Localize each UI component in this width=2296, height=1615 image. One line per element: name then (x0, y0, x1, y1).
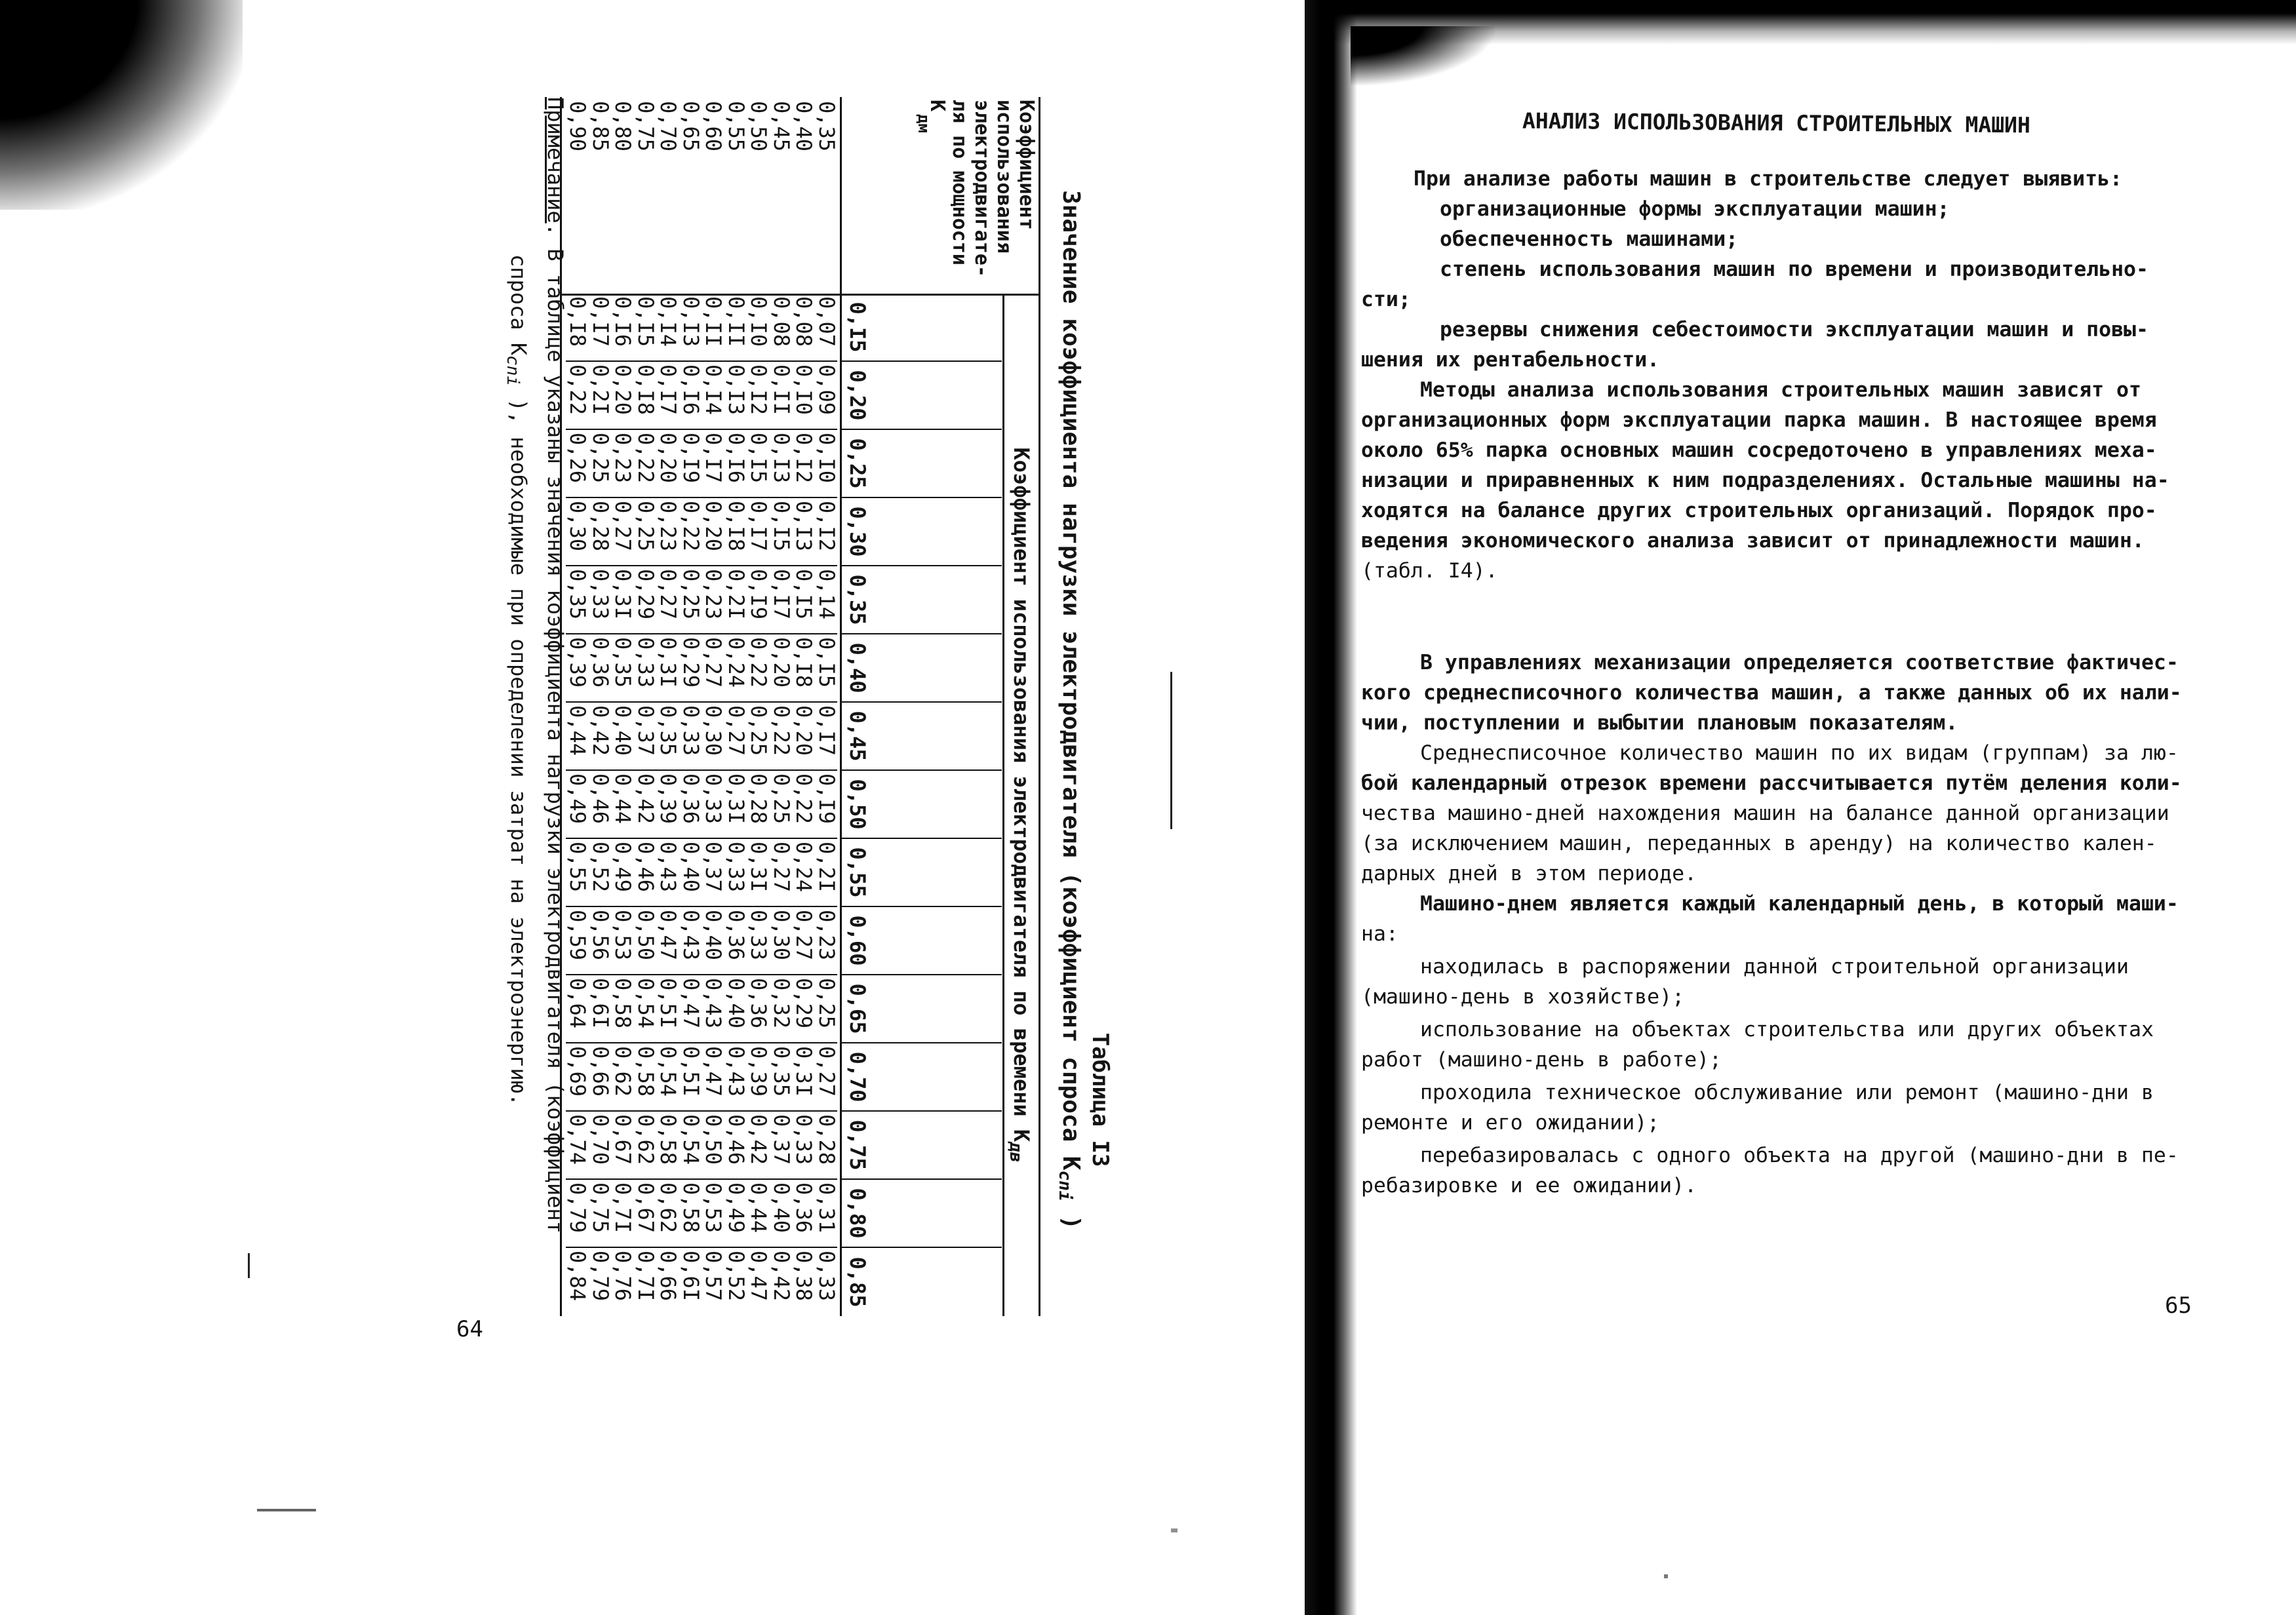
table-cell: 0,40 (611, 703, 634, 771)
table-cell: 0,27 (815, 1043, 838, 1112)
table-cell: 0,40 (679, 839, 702, 907)
table-cell: 0,5I (679, 1043, 702, 1112)
table-cell: 0,22 (634, 430, 657, 498)
text-line: При анализе работы машин в строительстве следует выявить: (1414, 167, 2122, 191)
text-line: дарных дней в этом периоде. (1361, 862, 1697, 885)
column-header-label: 0,75 (845, 1119, 870, 1171)
text-line: Среднесписочное количество машин по их видам (группам) за лю- (1420, 741, 2179, 765)
table-cell: 0,35 (611, 634, 634, 703)
table-cell: 0,58 (634, 1043, 657, 1112)
table-cell: 0,I5 (634, 294, 657, 362)
table-cell: 0,27 (611, 498, 634, 566)
table-cell: 0,I5 (815, 634, 838, 703)
table-cell: 0,I2 (815, 498, 838, 566)
table-cell: 0,3I (656, 634, 679, 703)
table-cell: 0,49 (611, 839, 634, 907)
column-header-label: 0,35 (845, 574, 870, 625)
table-cell: 0,14 (815, 566, 838, 634)
row-label: 0,85 (588, 101, 613, 152)
row-label: 0,55 (724, 101, 749, 152)
table-cell: 0,6I (589, 975, 612, 1043)
row-label: 0,35 (814, 101, 839, 152)
table-cell: 0,37 (702, 839, 724, 907)
table-cell: 0,25 (815, 975, 838, 1043)
table-cell: 0,07 (815, 294, 838, 362)
table-cell: 0,53 (611, 907, 634, 975)
text-line: обеспеченность машинами; (1440, 227, 1739, 251)
group-header-rule (1002, 294, 1004, 1316)
table-cell: 0,36 (724, 907, 747, 975)
table-cell: 0,33 (724, 839, 747, 907)
table-cell: 0,23 (815, 907, 838, 975)
table-cell: 0,35 (770, 1043, 793, 1112)
text-line: Методы анализа использования строительных машин зависят от (1420, 378, 2141, 402)
column-header (842, 907, 1002, 975)
table-cell: 0,I4 (702, 362, 724, 430)
table-cell: 0,I7 (815, 703, 838, 771)
column-header-label: 0,60 (845, 915, 870, 966)
scan-mark (1664, 1574, 1668, 1578)
text-line: чии, поступлении и выбытии плановым показателям. (1361, 711, 1958, 735)
table-cell: 0,36 (679, 771, 702, 839)
table-cell: 0,37 (634, 703, 657, 771)
text-line: организационных форм эксплуатации парка машин. В настоящее время (1361, 408, 2157, 432)
table-cell: 0,II (770, 362, 793, 430)
table-cell: 0,I7 (656, 362, 679, 430)
table-cell: 0,24 (724, 634, 747, 703)
table-cell: 0,58 (679, 1180, 702, 1248)
table-cell: 0,7I (633, 1251, 658, 1302)
table-cell: 0,25 (747, 703, 770, 771)
table-cell: 0,58 (611, 975, 634, 1043)
table-cell: 0,20 (656, 430, 679, 498)
table-cell: 0,II (724, 294, 747, 362)
text-line: на: (1361, 922, 1398, 946)
table-cell: 0,27 (770, 839, 793, 907)
table-cell: 0,36 (792, 1180, 815, 1248)
table-cell: 0,29 (634, 566, 657, 634)
table-cell: 0,58 (656, 1112, 679, 1180)
column-header-label: 0,80 (845, 1188, 870, 1239)
table-cell: 0,I6 (679, 362, 702, 430)
column-header (842, 771, 1002, 839)
row-label: 0,65 (679, 101, 703, 152)
table-cell: 0,44 (611, 771, 634, 839)
row-label: 0,45 (769, 101, 794, 152)
table-cell: 0,08 (792, 294, 815, 362)
scan-mark (1170, 672, 1172, 829)
table-cell: 0,59 (566, 907, 589, 975)
table-cell: 0,66 (656, 1251, 681, 1302)
table-cell: 0,50 (702, 1112, 724, 1180)
table-cell: 0,70 (589, 1112, 612, 1180)
scan-mark (257, 1509, 316, 1511)
book-spine-shadow (1305, 0, 1357, 1615)
table-cell: 0,40 (770, 1180, 793, 1248)
column-header (842, 703, 1002, 771)
column-header-label: 0,85 (845, 1256, 870, 1308)
table-cell: 0,I8 (566, 294, 589, 362)
column-header-label: 0,70 (845, 1051, 870, 1102)
note-line-1: Примечание. В таблице указаны значения коэффициента нагрузки электродвигателя (коэффициент (543, 97, 568, 1234)
table-cell: 0,I8 (724, 498, 747, 566)
table-cell: 0,54 (634, 975, 657, 1043)
table-cell: 0,46 (724, 1112, 747, 1180)
table-cell: 0,46 (589, 771, 612, 839)
table-cell: 0,79 (566, 1180, 589, 1248)
table-cell: 0,33 (814, 1251, 839, 1302)
table-cell: 0,43 (679, 907, 702, 975)
stub-header (840, 97, 1040, 296)
row-label: 0,50 (746, 101, 772, 152)
table-cell: 0,I7 (589, 294, 612, 362)
table-cell: 0,39 (656, 771, 679, 839)
table-cell: 0,75 (589, 1180, 612, 1248)
column-header (842, 498, 1002, 566)
table-cell: 0,28 (589, 498, 612, 566)
table-cell: 0,3I (724, 771, 747, 839)
table-cell: 0,II (702, 294, 724, 362)
column-header (842, 1112, 1002, 1180)
table-cell: 0,09 (815, 362, 838, 430)
table-cell: 0,39 (566, 634, 589, 703)
table-cell: 0,49 (724, 1180, 747, 1248)
scan-mark (248, 1253, 250, 1278)
table-cell: 0,67 (634, 1180, 657, 1248)
text-line: степень использования машин по времени и производительно- (1440, 258, 2148, 281)
table-cell: 0,42 (589, 703, 612, 771)
table-cell: 0,25 (589, 430, 612, 498)
table-cell: 0,2I (724, 566, 747, 634)
text-line: проходила техническое обслуживание или ремонт (машино-дни в (1420, 1081, 2154, 1104)
stub-header-line: К (926, 100, 949, 112)
table-cell: 0,I3 (679, 294, 702, 362)
column-header (842, 362, 1002, 430)
table-number: Таблица I3 (1087, 1032, 1113, 1167)
text-line: организационные формы эксплуатации машин; (1440, 197, 1950, 221)
stub-header-line: Коэффициент (1015, 100, 1038, 230)
table-cell: 0,40 (724, 975, 747, 1043)
table-cell: 0,I7 (702, 430, 724, 498)
column-header (842, 294, 1002, 362)
row-label: 0,70 (656, 101, 681, 152)
table-cell: 0,I8 (634, 362, 657, 430)
table-cell: 0,I6 (724, 430, 747, 498)
table-cell: 0,56 (589, 907, 612, 975)
table-cell: 0,29 (792, 975, 815, 1043)
table-cell: 0,54 (656, 1043, 679, 1112)
table-cell: 0,28 (747, 771, 770, 839)
table-cell: 0,25 (679, 566, 702, 634)
table-cell: 0,I6 (611, 294, 634, 362)
stub-rule (562, 294, 844, 296)
text-line: (табл. I4). (1361, 559, 1498, 583)
column-header-label: 0,50 (845, 779, 870, 830)
table-cell: 0,3I (792, 1043, 815, 1112)
row-label: 0,90 (565, 101, 591, 152)
table-cell: 0,35 (566, 566, 589, 634)
table-cell: 0,74 (566, 1112, 589, 1180)
table-cell: 0,62 (634, 1112, 657, 1180)
table-cell: 0,64 (566, 975, 589, 1043)
column-header-label: 0,55 (845, 847, 870, 898)
table-cell: 0,27 (702, 634, 724, 703)
table-cell: 0,35 (656, 703, 679, 771)
table-cell: 0,29 (679, 634, 702, 703)
table-cell: 0,33 (679, 703, 702, 771)
column-header (842, 1180, 1002, 1248)
table-cell: 0,62 (611, 1043, 634, 1112)
table-cell: 0,47 (746, 1251, 772, 1302)
page-number-right: 65 (2165, 1293, 2192, 1319)
table-cell: 0,I9 (679, 430, 702, 498)
table-cell: 0,42 (747, 1112, 770, 1180)
column-header (842, 1248, 1002, 1316)
table-cell: 0,30 (702, 703, 724, 771)
table-cell: 0,I5 (770, 498, 793, 566)
table-cell: 0,47 (702, 1043, 724, 1112)
text-line: бой календарный отрезок времени рассчитывается путём деления коли- (1361, 771, 2182, 795)
column-header-label: 0,40 (845, 642, 870, 693)
group-header (840, 294, 1040, 1316)
table-cell: 0,27 (792, 907, 815, 975)
table-cell: 0,67 (611, 1112, 634, 1180)
text-line: кого среднесписочного количества машин, а также данных об их нали- (1361, 681, 2182, 705)
table-cell: 0,44 (566, 703, 589, 771)
text-line: резервы снижения себестоимости эксплуатации машин и повы- (1440, 318, 2148, 341)
table-cell: 0,33 (747, 907, 770, 975)
table-cell: 0,I9 (815, 771, 838, 839)
table-cell: 0,43 (724, 1043, 747, 1112)
table-cell: 0,I0 (815, 430, 838, 498)
column-header-label: 0,65 (845, 983, 870, 1034)
table-cell: 0,79 (588, 1251, 613, 1302)
table-cell: 0,I8 (792, 634, 815, 703)
table-cell: 0,47 (679, 975, 702, 1043)
row-label: 0,80 (610, 101, 636, 152)
column-header-label: 0,45 (845, 710, 870, 762)
table-cell: 0,49 (566, 771, 589, 839)
text-line: (машино-день в хозяйстве); (1361, 985, 1685, 1009)
text-line: ведения экономического анализа зависит от принадлежности машин. (1361, 529, 2145, 553)
text-line: перебазировалась с одного объекта на другой (машино-дни в пе- (1420, 1144, 2179, 1167)
column-header-label: 0,25 (845, 438, 870, 489)
table-cell: 0,42 (634, 771, 657, 839)
table-cell: 0,20 (770, 634, 793, 703)
table-cell: 0,52 (724, 1251, 749, 1302)
table-cell: 0,20 (792, 703, 815, 771)
table-cell: 0,37 (770, 1112, 793, 1180)
group-header-title: Коэффициент использования электродвигателя по времени Кдв (1006, 447, 1034, 1163)
stub-header-line: ля по мощности (948, 100, 971, 265)
text-line: использование на объектах строительства или других объектах (1420, 1018, 2154, 1041)
column-header (842, 566, 1002, 634)
table-cell: 0,36 (747, 975, 770, 1043)
table-cell: 0,25 (634, 498, 657, 566)
table-cell: 0,I3 (792, 498, 815, 566)
stub-header-line: использования (993, 100, 1016, 254)
column-header-label: 0,I5 (845, 302, 870, 353)
table-note (494, 97, 574, 1316)
table-cell: 0,6I (679, 1251, 703, 1302)
table-cell: 0,66 (589, 1043, 612, 1112)
table-cell: 0,I2 (792, 430, 815, 498)
table-cell: 0,I7 (770, 566, 793, 634)
stub-header-line: электродвигате- (970, 100, 993, 277)
table-cell: 0,5I (656, 975, 679, 1043)
table-cell: 0,33 (589, 566, 612, 634)
table-cell: 0,55 (566, 839, 589, 907)
note-line-2: спроса Кcni ), необходимые при определении затрат на электроэнергию. (503, 254, 531, 1106)
table-cell: 0,44 (747, 1180, 770, 1248)
table-cell: 0,23 (702, 566, 724, 634)
column-header-label: 0,20 (845, 370, 870, 421)
table-cell: 0,I0 (792, 362, 815, 430)
text-line: ребазировке и ее ожидании). (1361, 1174, 1697, 1197)
table-cell: 0,27 (656, 566, 679, 634)
table-cell: 0,I5 (792, 566, 815, 634)
text-line: находилась в распоряжении данной строительной организации (1420, 955, 2129, 979)
table-cell: 0,23 (656, 498, 679, 566)
table-cell: 0,40 (702, 907, 724, 975)
table-cell: 0,I2 (747, 362, 770, 430)
table-cell: 0,7I (611, 1180, 634, 1248)
table-cell: 0,39 (747, 1043, 770, 1112)
column-header (842, 430, 1002, 498)
table-cell: 0,32 (770, 975, 793, 1043)
column-header-label: 0,30 (845, 506, 870, 557)
page-number-left: 64 (456, 1316, 483, 1342)
scan-shadow-corner (1351, 26, 1495, 85)
table-cell: 0,I7 (747, 498, 770, 566)
table-cell: 0,62 (656, 1180, 679, 1248)
row-label: 0,75 (633, 101, 658, 152)
table-cell: 0,47 (656, 907, 679, 975)
table-cell: 0,08 (770, 294, 793, 362)
column-header (842, 839, 1002, 907)
table-cell: 0,50 (634, 907, 657, 975)
table-i3 (469, 97, 1111, 1323)
text-line: около 65% парка основных машин сосредоточено в управлениях меха- (1361, 438, 2157, 462)
table-cell: 0,46 (634, 839, 657, 907)
table-cell: 0,30 (770, 907, 793, 975)
table-cell: 0,33 (702, 771, 724, 839)
table-cell: 0,22 (770, 703, 793, 771)
table-cell: 0,52 (589, 839, 612, 907)
table-cell: 0,23 (611, 430, 634, 498)
table-cell: 0,I9 (747, 566, 770, 634)
table-cell: 0,38 (791, 1251, 817, 1302)
table-cell: 0,25 (770, 771, 793, 839)
table-cell: 0,3I (747, 839, 770, 907)
table-cell: 0,43 (702, 975, 724, 1043)
table-cell: 0,28 (815, 1112, 838, 1180)
section-heading: АНАЛИЗ ИСПОЛЬЗОВАНИЯ СТРОИТЕЛЬНЫХ МАШИН (1522, 107, 2030, 138)
stub-header-text (913, 100, 1037, 277)
text-line: Машино-днем является каждый календарный день, в который маши- (1420, 892, 2179, 916)
table-cell: 0,69 (566, 1043, 589, 1112)
table-cell: 0,57 (701, 1251, 726, 1302)
table-cell: 0,22 (566, 362, 589, 430)
text-line: шения их рентабельности. (1361, 348, 1660, 372)
table-cell: 0,20 (702, 498, 724, 566)
table-cell: 0,54 (679, 1112, 702, 1180)
table-cell: 0,33 (792, 1112, 815, 1180)
text-line: ходятся на балансе других строительных организаций. Порядок про- (1361, 499, 2157, 522)
table-cell: 0,3I (611, 566, 634, 634)
table-cell: 0,22 (679, 498, 702, 566)
table-cell: 0,26 (566, 430, 589, 498)
table-title: Значение коэффициента нагрузки электродвигателя (коэффициент спроса Кcni ) (1055, 190, 1084, 1230)
table-cell: 0,30 (566, 498, 589, 566)
scan-shadow-left (0, 0, 243, 210)
table-cell: 0,I4 (656, 294, 679, 362)
stub-header-line: дм (915, 114, 933, 133)
text-line: ремонте и его ожидании); (1361, 1111, 1660, 1135)
table-cell: 0,I0 (747, 294, 770, 362)
table-cell: 0,2I (589, 362, 612, 430)
column-header (842, 1043, 1002, 1112)
row-label: 0,60 (701, 101, 726, 152)
table-cell: 0,24 (792, 839, 815, 907)
table-cell: 0,43 (656, 839, 679, 907)
text-line: низации и приравненных к ним подразделениях. Остальные машины на- (1361, 469, 2169, 492)
table-cell: 0,I5 (747, 430, 770, 498)
text-line: чества машино-дней нахождения машин на балансе данной организации (1361, 802, 2169, 825)
row-label: 0,40 (791, 101, 817, 152)
table-cell: 0,27 (724, 703, 747, 771)
table-cell: 0,42 (769, 1251, 794, 1302)
table-cell: 0,2I (815, 839, 838, 907)
text-line: работ (машино-день в работе); (1361, 1048, 1722, 1072)
table-cell: 0,36 (589, 634, 612, 703)
table-cell: 0,33 (634, 634, 657, 703)
table-cell: 0,I3 (724, 362, 747, 430)
scan-mark (1171, 1528, 1178, 1532)
table-cell: 0,84 (565, 1251, 591, 1302)
text-line: В управлениях механизации определяется соответствие фактичес- (1420, 651, 2179, 674)
column-header (842, 975, 1002, 1043)
text-line: (за исключением машин, переданных в аренду) на количество кален- (1361, 832, 2157, 855)
table-cell: 0,31 (815, 1180, 838, 1248)
table-cell: 0,22 (747, 634, 770, 703)
table-cell: 0,20 (611, 362, 634, 430)
text-line: сти; (1361, 288, 1411, 311)
column-header (842, 634, 1002, 703)
table-cell: 0,53 (702, 1180, 724, 1248)
table-cell: 0,I3 (770, 430, 793, 498)
table-cell: 0,22 (792, 771, 815, 839)
table-cell: 0,76 (610, 1251, 636, 1302)
